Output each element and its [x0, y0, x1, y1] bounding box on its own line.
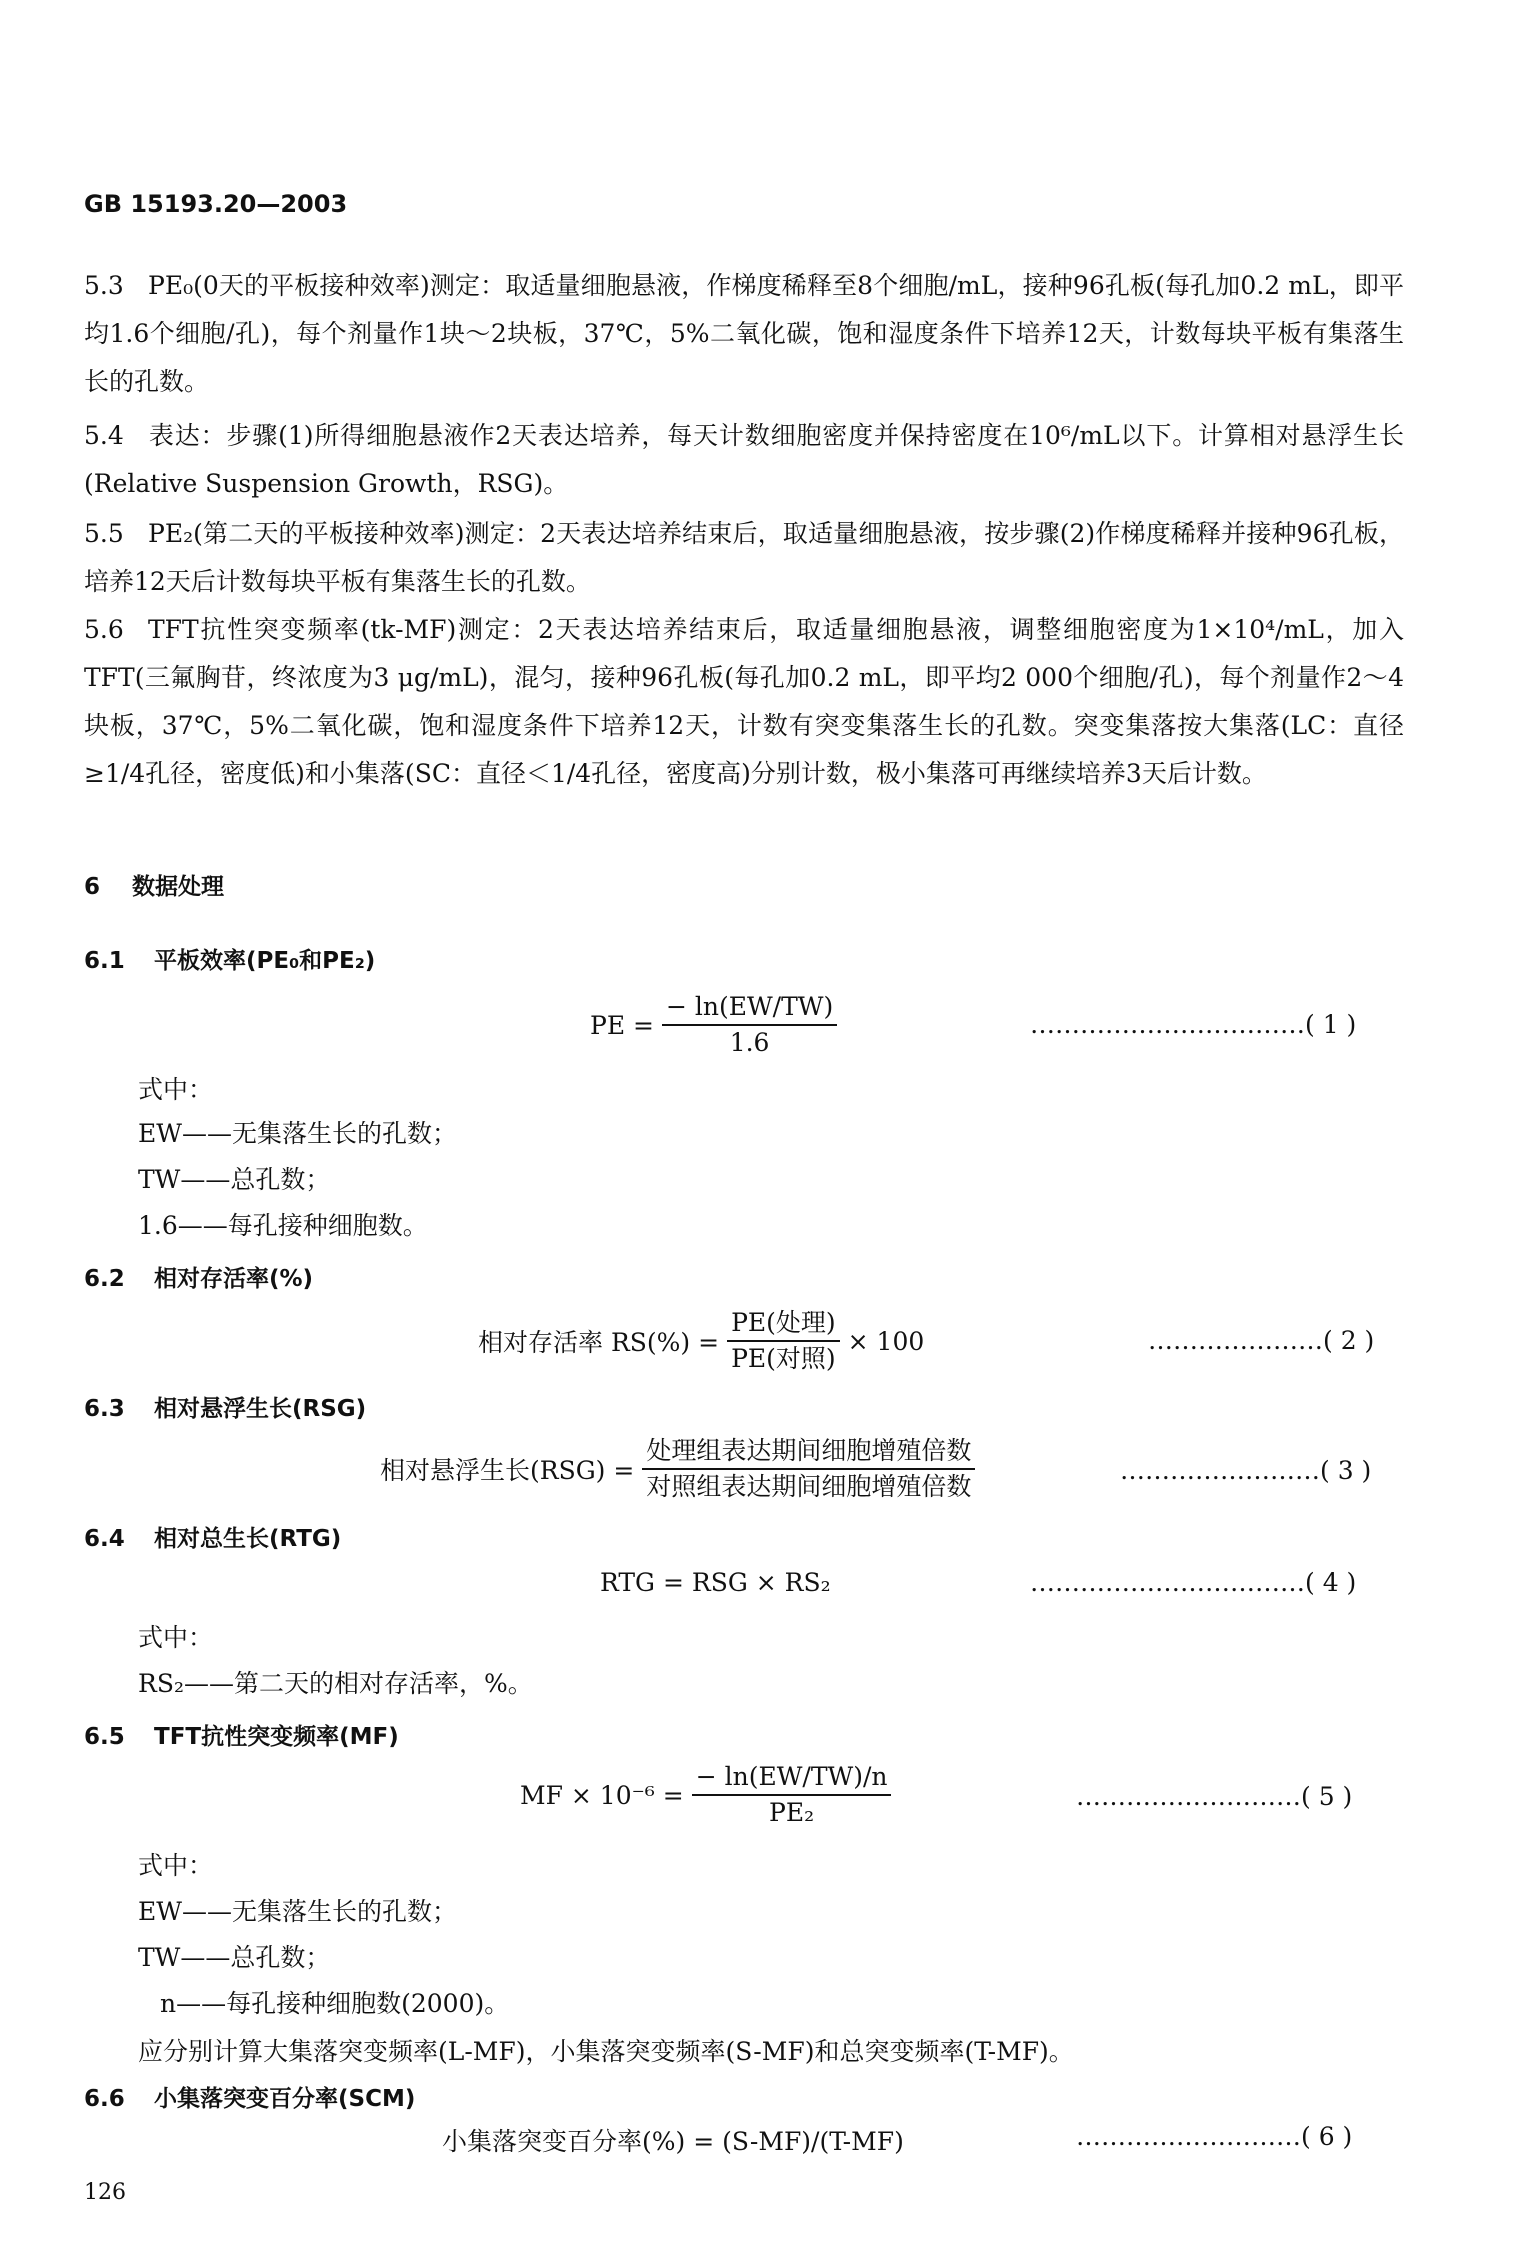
- clause-number: 5.3: [84, 271, 124, 300]
- fraction: $\frac{\text{PE(处理)}}{\text{PE(对照)}}$: [727, 1308, 840, 1374]
- equation-number: ( 1 ): [1305, 1010, 1357, 1039]
- formula-2-leader: …………………( 2 ): [1148, 1326, 1375, 1355]
- heading-6-1: 6.1 平板效率(PE₀和PE₂): [84, 948, 376, 974]
- formula-3-leader: ……………………( 3 ): [1120, 1456, 1372, 1485]
- heading-6-3: 6.3 相对悬浮生长(RSG): [84, 1396, 367, 1422]
- document-header: GB 15193.20—2003: [84, 190, 348, 218]
- definition-line: 1.6——每孔接种细胞数。: [138, 1211, 428, 1240]
- formula-4-leader: ……………………………( 4 ): [1030, 1568, 1357, 1597]
- equation-number: ( 6 ): [1301, 2122, 1353, 2151]
- fraction: $\frac{\text{处理组表达期间细胞增殖倍数}}{\text{对照组表达期间细胞增殖倍数}}$: [642, 1436, 975, 1502]
- clause-text: PE₀(0天的平板接种效率)测定：取适量细胞悬液，作梯度稀释至8个细胞/mL，接种96孔板(每孔加0.2 mL，即平均1.6个细胞/孔)，每个剂量作1块～2块板，37℃，5%二氧化碳，饱和湿度条件下培养12天，计数每块平板有集落生长的孔数。: [84, 271, 1404, 396]
- note-line: 应分别计算大集落突变频率(L-MF)，小集落突变频率(S-MF)和总突变频率(T-MF)。: [138, 2037, 1074, 2066]
- page-number: 126: [84, 2180, 126, 2205]
- heading-6-5: 6.5 TFT抗性突变频率(MF): [84, 1724, 399, 1750]
- formula-1-leader: ……………………………( 1 ): [1030, 1010, 1357, 1039]
- definition-line: EW——无集落生长的孔数；: [138, 1119, 457, 1148]
- definition-line: TW——总孔数；: [138, 1165, 331, 1194]
- paragraph-5-5: [84, 510, 1404, 606]
- formula-6: 小集落突变百分率(%) = (S-MF)/(T-MF): [442, 2127, 904, 2156]
- definition-line: RS₂——第二天的相对存活率，%。: [138, 1669, 533, 1698]
- definition-line: EW——无集落生长的孔数；: [138, 1897, 457, 1926]
- heading-6-4: 6.4 相对总生长(RTG): [84, 1526, 342, 1552]
- clause-text: PE₂(第二天的平板接种效率)测定：2天表达培养结束后，取适量细胞悬液，按步骤(2)作梯度稀释并接种96孔板，培养12天后计数每块平板有集落生长的孔数。: [84, 519, 1404, 596]
- section-heading-6: 6 数据处理: [84, 874, 224, 900]
- equation-number: ( 5 ): [1301, 1782, 1353, 1811]
- paragraph-5-6: [84, 606, 1404, 798]
- where-label: 式中：: [138, 1623, 214, 1652]
- heading-6-6: 6.6 小集落突变百分率(SCM): [84, 2086, 416, 2112]
- formula-1: PE = $\frac{- \ln(EW/TW)}{1.6}$: [590, 992, 845, 1058]
- formula-2: 相对存活率 RS(%) = $\frac{\text{PE(处理)}}{\text{PE(对照)}}$ × 100: [478, 1308, 925, 1373]
- definition-line: n——每孔接种细胞数(2000)。: [160, 1989, 510, 2018]
- formula-4: RTG = RSG × RS₂: [600, 1568, 831, 1597]
- where-label: 式中：: [138, 1851, 214, 1880]
- equation-number: ( 4 ): [1305, 1568, 1357, 1597]
- equation-number: ( 3 ): [1320, 1456, 1372, 1485]
- formula-6-leader: ………………………( 6 ): [1076, 2122, 1353, 2151]
- where-label: 式中：: [138, 1075, 214, 1104]
- formula-5: MF × 10⁻⁶ = $\frac{- \ln(EW/TW)/n}{\text{PE₂}}$: [520, 1762, 899, 1828]
- clause-number: 5.4: [84, 421, 124, 450]
- clause-text: 表达：步骤(1)所得细胞悬液作2天表达培养，每天计数细胞密度并保持密度在10⁶/mL以下。计算相对悬浮生长(Relative Suspension Growth，RSG)。: [84, 421, 1404, 498]
- equation-number: ( 2 ): [1323, 1326, 1375, 1355]
- fraction: $\frac{- \ln(EW/TW)}{1.6}$: [662, 992, 837, 1058]
- paragraph-5-3: [84, 262, 1404, 406]
- paragraph-5-4: [84, 412, 1404, 508]
- clause-number: 5.6: [84, 615, 124, 644]
- heading-6-2: 6.2 相对存活率(%): [84, 1266, 314, 1292]
- fraction: $\frac{- \ln(EW/TW)/n}{\text{PE₂}}$: [692, 1762, 892, 1828]
- clause-text: TFT抗性突变频率(tk-MF)测定：2天表达培养结束后，取适量细胞悬液，调整细胞密度为1×10⁴/mL，加入TFT(三氟胸苷，终浓度为3 μg/mL)，混匀，接种96孔板(每孔加0.2 mL，即平均2 000个细胞/孔)，每个剂量作2～4块板，37℃，5%二氧化碳，饱和湿度条件下培养12天，计数有突变集落生长的孔数。突变集落按大集落(LC：直径≥1/4孔径，密度低)和小集落(SC：直径＜1/4孔径，密度高)分别计数，极小集落可再继续培养3天后计数。: [84, 615, 1404, 788]
- formula-3: 相对悬浮生长(RSG) = $\frac{\text{处理组表达期间细胞增殖倍数}}{\text{对照组表达期间细胞增殖倍数}}$: [380, 1436, 983, 1502]
- clause-number: 5.5: [84, 519, 124, 548]
- formula-5-leader: ………………………( 5 ): [1076, 1782, 1353, 1811]
- definition-line: TW——总孔数；: [138, 1943, 331, 1972]
